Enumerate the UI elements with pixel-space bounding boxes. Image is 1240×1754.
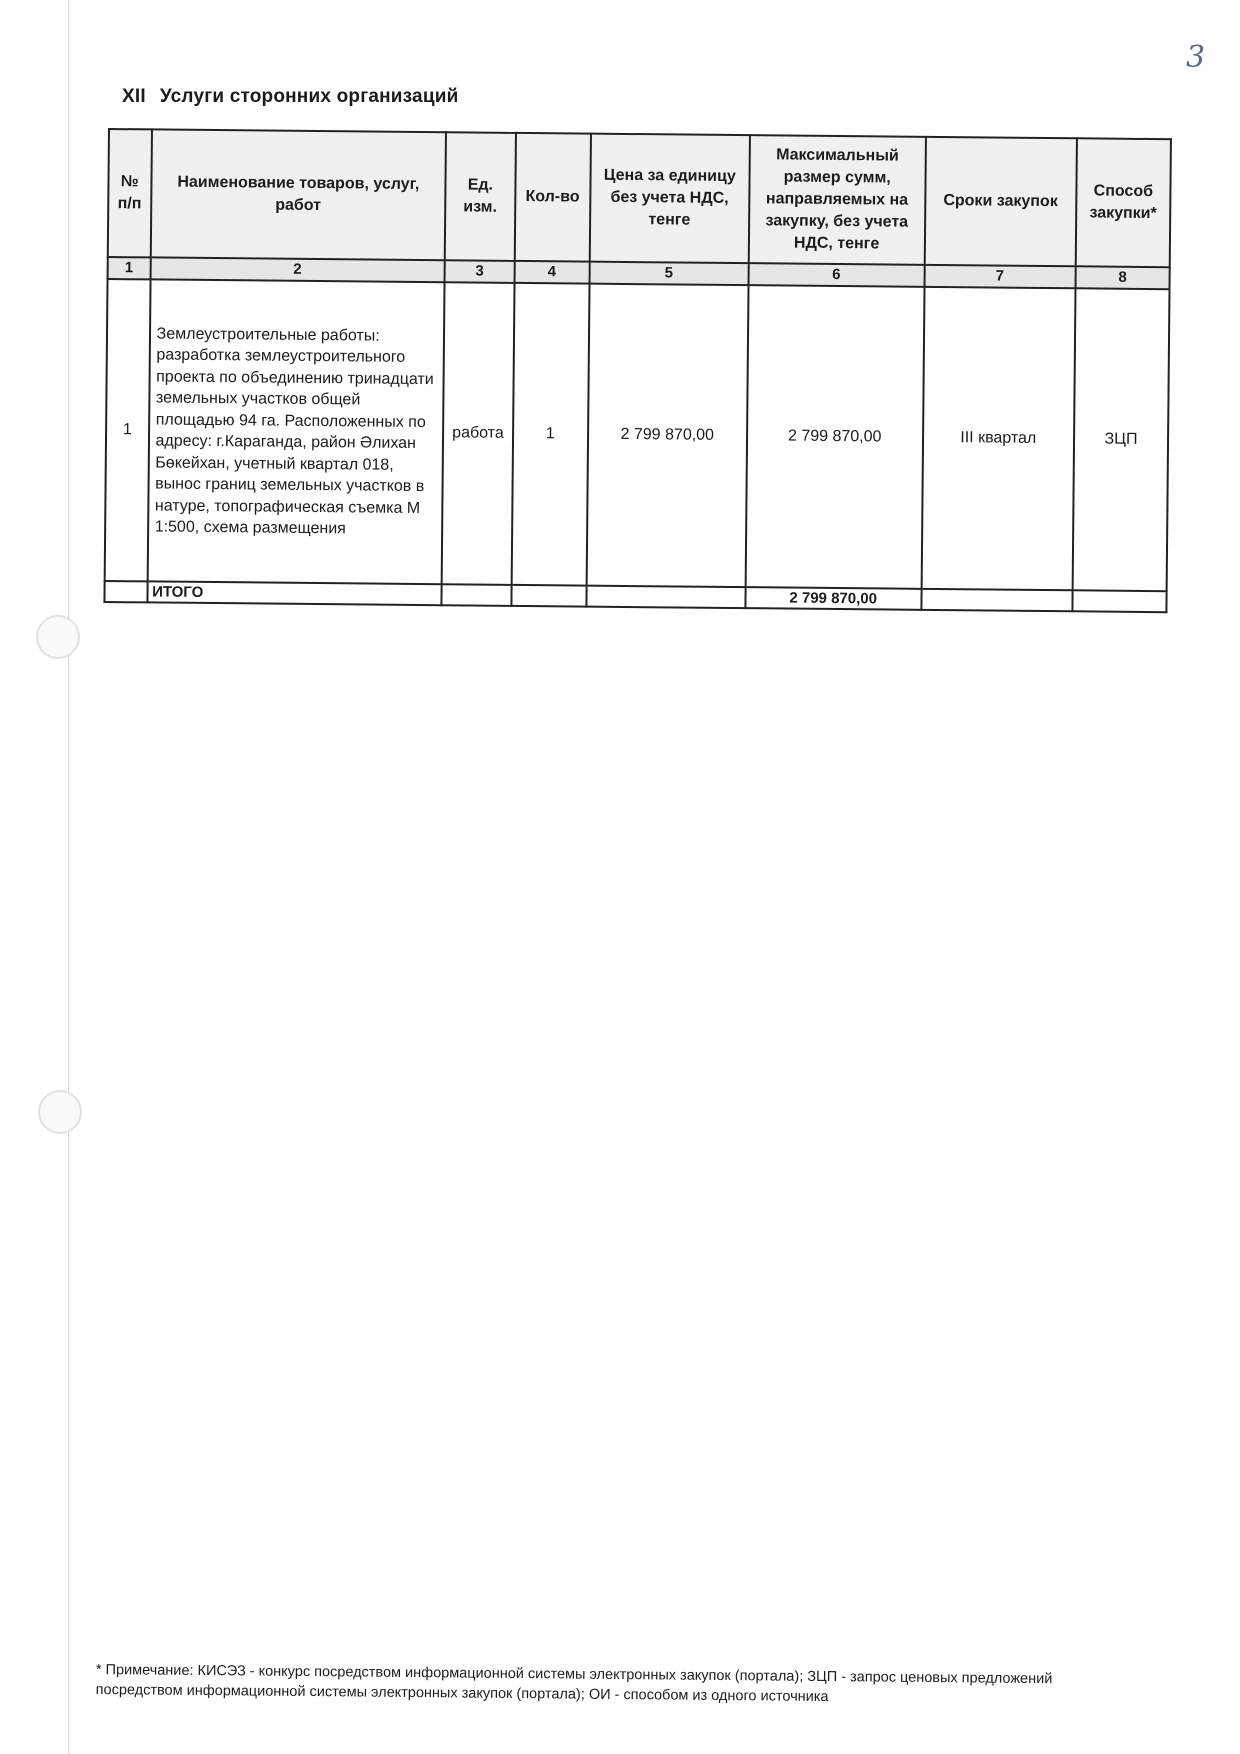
section-title-text: Услуги сторонних организаций bbox=[159, 86, 459, 107]
row-period: III квартал bbox=[921, 287, 1075, 590]
punch-hole bbox=[38, 1090, 82, 1134]
column-index: 5 bbox=[589, 262, 748, 286]
scan-edge-line bbox=[68, 0, 69, 1754]
header-unit-price: Цена за единицу без учета НДС, тенге bbox=[589, 134, 749, 264]
total-empty-cell bbox=[511, 585, 586, 607]
header-unit: Ед. изм. bbox=[445, 132, 516, 261]
footnote: * Примечание: КИСЭЗ - конкурс посредством информационной системы электронных закупок (портала); ЗЦП - запрос ценовых предложений посредством информационной системы электронных закупок (портала); ОИ - способом из одного источника bbox=[95, 1661, 1053, 1706]
header-number: № п/п bbox=[108, 129, 152, 257]
total-empty-cell bbox=[586, 586, 745, 609]
column-index: 8 bbox=[1075, 266, 1169, 289]
section-number: XII bbox=[122, 86, 146, 107]
total-amount: 2 799 870,00 bbox=[745, 587, 921, 610]
column-index: 4 bbox=[514, 261, 589, 284]
column-index: 7 bbox=[924, 265, 1075, 288]
row-unit: работа bbox=[442, 282, 514, 585]
punch-hole bbox=[36, 615, 80, 659]
total-empty-cell bbox=[104, 581, 147, 602]
total-empty-cell bbox=[442, 584, 512, 606]
handwritten-page-number: 3 bbox=[1186, 40, 1206, 75]
column-index: 2 bbox=[150, 257, 445, 282]
column-index: 3 bbox=[445, 260, 515, 283]
total-label: ИТОГО bbox=[147, 581, 442, 605]
row-description: Землеустроительные работы: разработка землеустроительного проекта по объединению тринадцати земельных участков общей площадью 94 га. Расположенных по адресу: г.Караганда, район Әлихан Бөкейхан, учетный квартал 018, вынос границ земельных участков в натуре, топографическая съемка М 1:500, схема размещения bbox=[147, 279, 445, 584]
header-period: Сроки закупок bbox=[924, 137, 1076, 266]
total-empty-cell bbox=[921, 589, 1072, 611]
header-quantity: Кол-во bbox=[514, 133, 590, 262]
column-index: 1 bbox=[108, 257, 151, 279]
row-number: 1 bbox=[105, 279, 150, 581]
procurement-table bbox=[103, 128, 1172, 613]
section-title bbox=[122, 86, 458, 108]
column-index: 6 bbox=[748, 263, 924, 287]
header-method: Способ закупки* bbox=[1076, 138, 1171, 267]
header-max-amount: Максимальный размер сумм, направляемых на закупку, без учета НДС, тенге bbox=[748, 135, 925, 265]
row-method: ЗЦП bbox=[1072, 288, 1169, 591]
row-unit-price: 2 799 870,00 bbox=[586, 284, 748, 588]
row-max-amount: 2 799 870,00 bbox=[745, 285, 924, 589]
total-empty-cell bbox=[1072, 590, 1166, 612]
row-quantity: 1 bbox=[511, 283, 589, 586]
table-header-row bbox=[108, 129, 1171, 267]
header-name: Наименование товаров, услуг, работ bbox=[150, 129, 446, 260]
table-row bbox=[105, 279, 1170, 591]
